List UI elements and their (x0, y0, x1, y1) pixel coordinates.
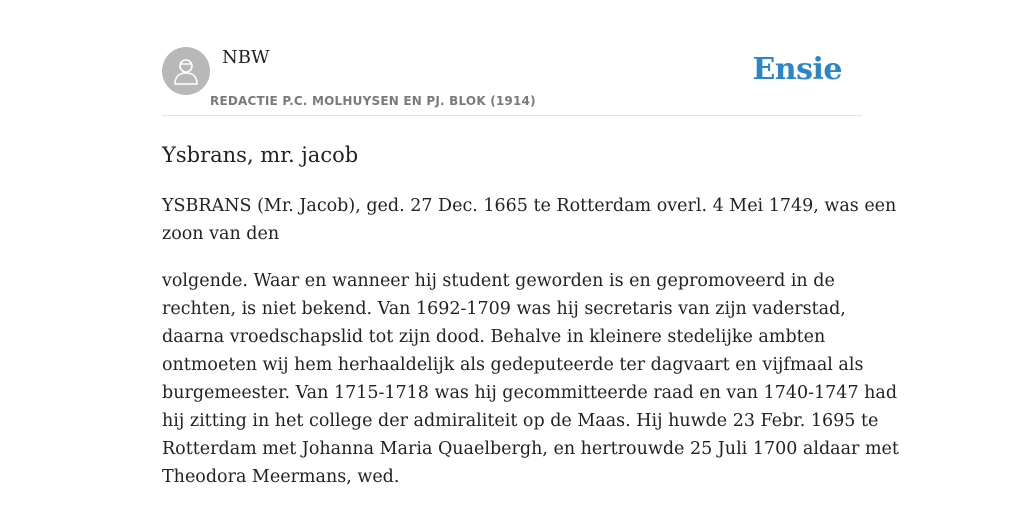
paragraph-line: rechten, is niet bekend. Van 1692-1709 was hij secretaris van zijn vaderstad, (162, 299, 846, 319)
source-subtitle: REDACTIE P.C. MOLHUYSEN EN PJ. BLOK (1914) (210, 94, 536, 108)
paragraph-line: ontmoeten wij hem herhaaldelijk als gedeputeerde ter dagvaart en vijfmaal als (162, 355, 864, 375)
page-title: Ysbrans, mr. jacob (162, 143, 359, 167)
paragraph-line: zoon van den (162, 224, 280, 244)
article-paragraph-1 (162, 192, 897, 248)
paragraph-line: daarna vroedschapslid tot zijn dood. Behalve in kleinere stedelijke ambten (162, 327, 826, 347)
article-paragraph-2 (162, 267, 899, 491)
paragraph-line: volgende. Waar en wanneer hij student geworden is en gepromoveerd in de (162, 271, 835, 291)
paragraph-line: Rotterdam met Johanna Maria Quaelbergh, en hertrouwde 25 Juli 1700 aldaar met (162, 439, 899, 459)
header-divider (162, 115, 862, 116)
paragraph-line: burgemeester. Van 1715-1718 was hij gecommitteerde raad en van 1740-1747 had (162, 383, 898, 403)
ensie-logo[interactable]: Ensie (752, 52, 842, 87)
avatar (162, 47, 210, 95)
paragraph-line: hij zitting in het college der admiraliteit op de Maas. Hij huwde 23 Febr. 1695 te (162, 411, 879, 431)
source-name[interactable]: NBW (222, 47, 270, 68)
user-icon (172, 56, 200, 86)
paragraph-line: Theodora Meermans, wed. (162, 467, 400, 487)
paragraph-line: YSBRANS (Mr. Jacob), ged. 27 Dec. 1665 te Rotterdam overl. 4 Mei 1749, was een (162, 196, 897, 216)
